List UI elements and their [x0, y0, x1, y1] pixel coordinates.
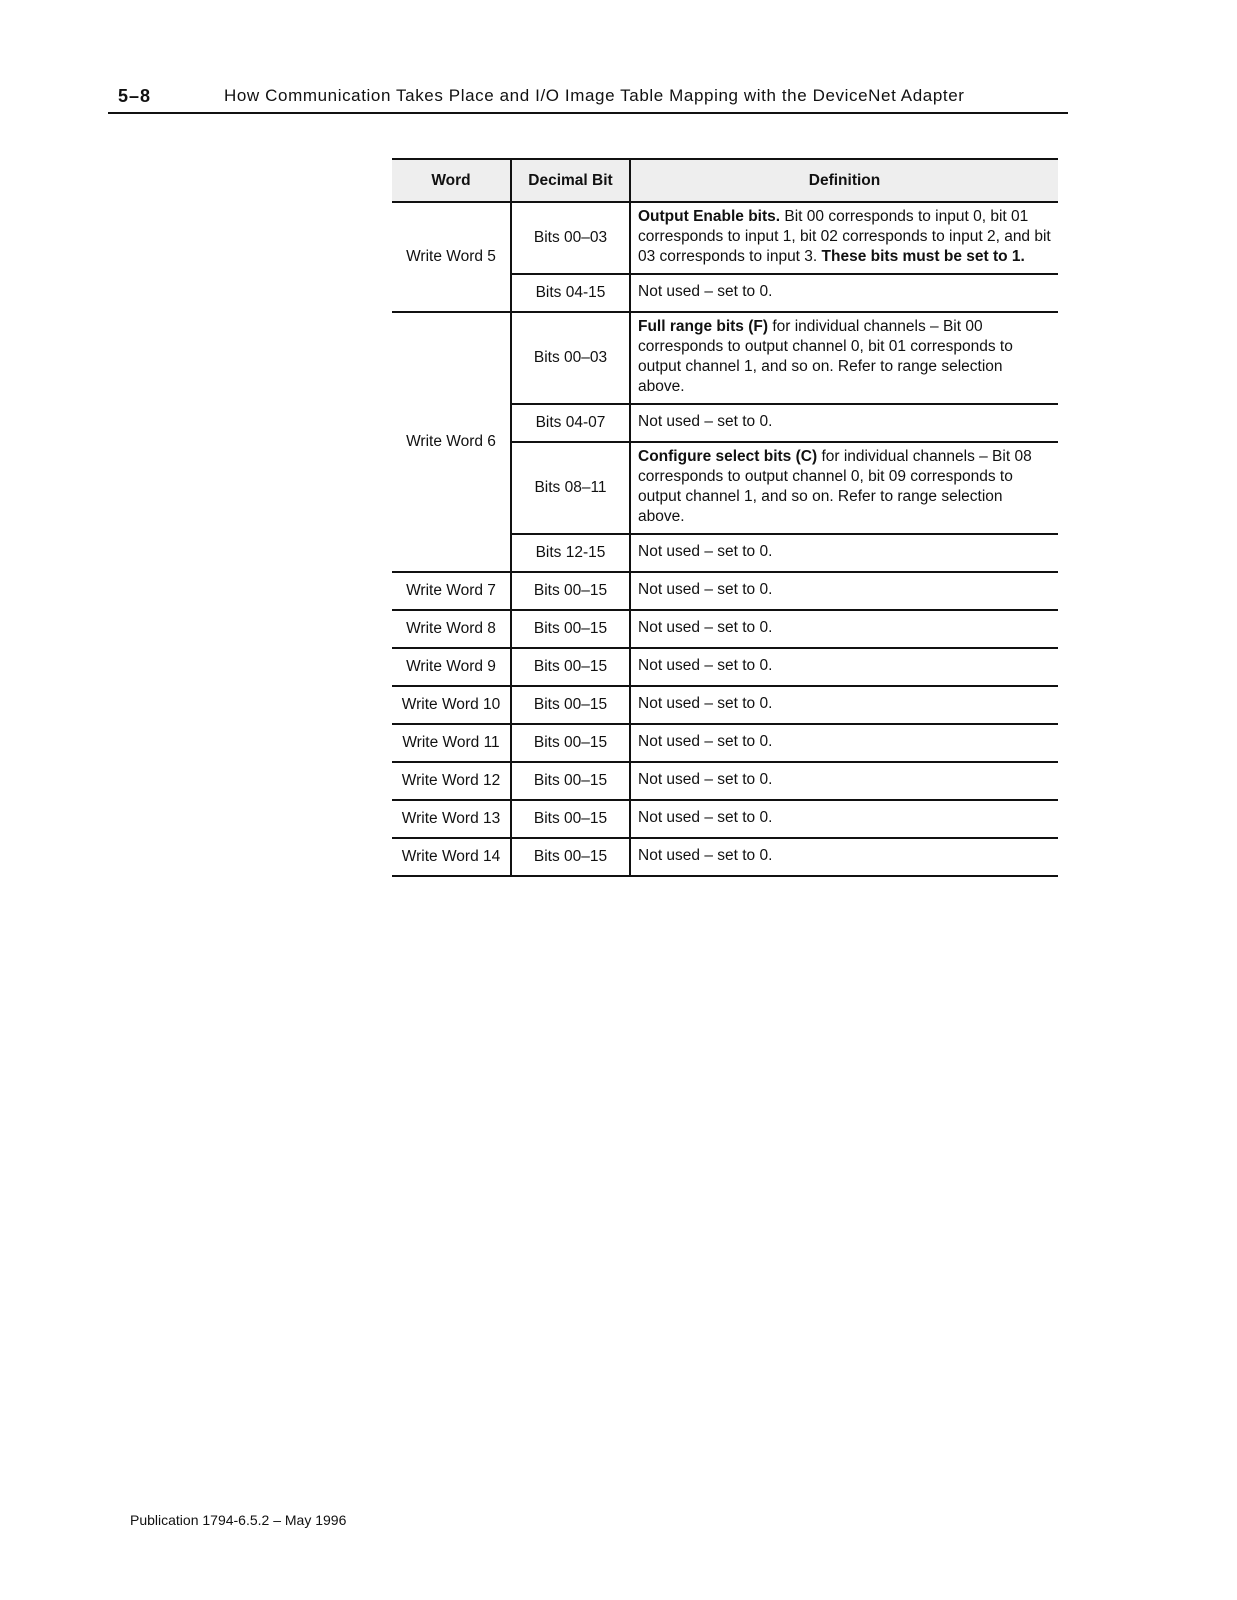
column-header-definition: Definition	[630, 159, 1058, 202]
column-header-word: Word	[392, 159, 511, 202]
word-cell: Write Word 7	[392, 572, 511, 610]
word-cell: Write Word 12	[392, 762, 511, 800]
table-row	[392, 312, 1058, 404]
bit-cell: Bits 00–15	[511, 800, 630, 838]
table-header-row	[392, 159, 1058, 202]
definition-cell: Not used – set to 0.	[630, 686, 1058, 724]
definition-bold-text: Full range bits (F)	[638, 318, 769, 335]
definition-cell	[630, 442, 1058, 534]
definition-cell	[630, 312, 1058, 404]
page-number: 5–8	[118, 86, 152, 106]
word-cell: Write Word 10	[392, 686, 511, 724]
definition-cell	[630, 202, 1058, 274]
table-row	[392, 572, 1058, 610]
page-header	[108, 84, 1068, 114]
bit-cell: Bits 00–03	[511, 312, 630, 404]
running-title: How Communication Takes Place and I/O Image Table Mapping with the DeviceNet Adapter	[224, 86, 965, 105]
definition-cell: Not used – set to 0.	[630, 648, 1058, 686]
table-row	[392, 686, 1058, 724]
table-row	[392, 838, 1058, 876]
table-row	[392, 724, 1058, 762]
definition-cell: Not used – set to 0.	[630, 800, 1058, 838]
bit-cell: Bits 12-15	[511, 534, 630, 572]
bit-cell: Bits 04-15	[511, 274, 630, 312]
publication-footer: Publication 1794-6.5.2 – May 1996	[130, 1512, 347, 1528]
definition-cell: Not used – set to 0.	[630, 762, 1058, 800]
column-header-decimal-bit: Decimal Bit	[511, 159, 630, 202]
bit-cell: Bits 00–15	[511, 762, 630, 800]
word-cell: Write Word 11	[392, 724, 511, 762]
word-cell: Write Word 5	[392, 202, 511, 312]
definition-bold-text: Output Enable bits.	[638, 208, 781, 225]
definition-text: for individual channels – Bit 08 corresponds to output channel 0, bit 09 corresponds to output channel 1, and so on. Refer to range selection above.	[638, 448, 1032, 525]
definition-cell: Not used – set to 0.	[630, 274, 1058, 312]
table-row	[392, 202, 1058, 274]
bit-cell: Bits 00–15	[511, 648, 630, 686]
bit-cell: Bits 04-07	[511, 404, 630, 442]
bit-cell: Bits 08–11	[511, 442, 630, 534]
word-cell: Write Word 8	[392, 610, 511, 648]
table-row	[392, 762, 1058, 800]
bit-cell: Bits 00–15	[511, 838, 630, 876]
word-cell: Write Word 14	[392, 838, 511, 876]
definition-bold-text: These bits must be set to 1.	[821, 248, 1025, 265]
write-word-table	[392, 158, 1058, 877]
bit-cell: Bits 00–15	[511, 610, 630, 648]
word-cell: Write Word 9	[392, 648, 511, 686]
definition-cell: Not used – set to 0.	[630, 404, 1058, 442]
definition-cell: Not used – set to 0.	[630, 572, 1058, 610]
definition-cell: Not used – set to 0.	[630, 724, 1058, 762]
definition-text: for individual channels – Bit 00 corresponds to output channel 0, bit 01 corresponds to output channel 1, and so on. Refer to range selection above.	[638, 318, 1013, 395]
table-row	[392, 610, 1058, 648]
bit-cell: Bits 00–03	[511, 202, 630, 274]
definition-bold-text: Configure select bits (C)	[638, 448, 818, 465]
bit-cell: Bits 00–15	[511, 724, 630, 762]
definition-cell: Not used – set to 0.	[630, 534, 1058, 572]
table-row	[392, 800, 1058, 838]
bit-cell: Bits 00–15	[511, 572, 630, 610]
word-cell: Write Word 13	[392, 800, 511, 838]
bit-cell: Bits 00–15	[511, 686, 630, 724]
definition-text: Bit 00 corresponds to input 0, bit 01 corresponds to input 1, bit 02 corresponds to input 2, and bit 03 corresponds to input 3.	[638, 208, 1051, 265]
word-cell: Write Word 6	[392, 312, 511, 572]
table-row	[392, 648, 1058, 686]
definition-cell: Not used – set to 0.	[630, 610, 1058, 648]
definition-cell: Not used – set to 0.	[630, 838, 1058, 876]
